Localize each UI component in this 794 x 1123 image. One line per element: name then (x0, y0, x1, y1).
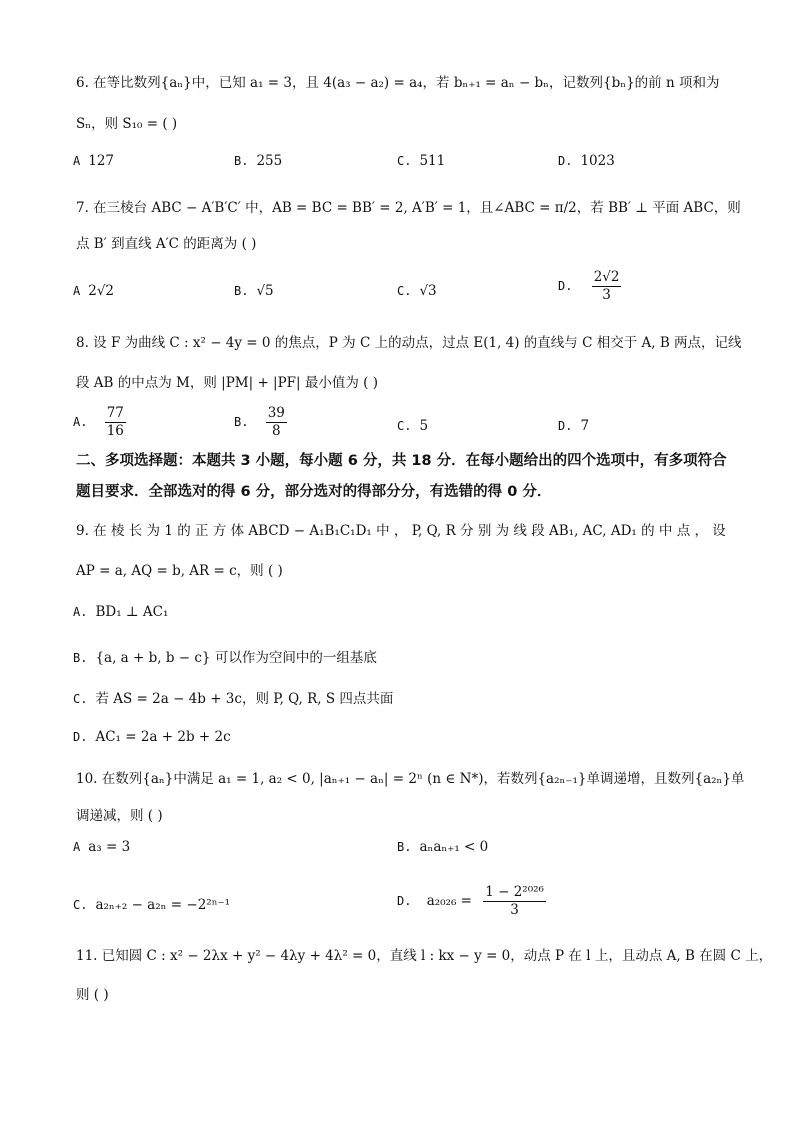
q7-option-b[interactable]: B. √5 (234, 283, 274, 299)
q7-option-a[interactable]: A 2√2 (73, 283, 115, 299)
q10-option-b[interactable]: B. aₙaₙ₊₁ < 0 (397, 839, 489, 855)
q6-option-a[interactable]: A 127 (73, 153, 115, 169)
q9-option-d[interactable]: D. AC₁ = 2a + 2b + 2c (73, 729, 231, 745)
question-10-line-2: 调递减，则 ( ) (76, 808, 163, 824)
q7-option-c[interactable]: C. √3 (397, 283, 437, 299)
q7-d-numerator: 2√2 (593, 269, 620, 285)
q6-option-c[interactable]: C. 511 (397, 153, 446, 169)
q8-option-c[interactable]: C. 5 (397, 418, 429, 434)
q9-option-b[interactable]: B. {a, a + b, b − c} 可以作为空间中的一组基底 (73, 650, 377, 666)
q10-option-c[interactable]: C. a₂ₙ₊₂ − a₂ₙ = −2²ⁿ⁻¹ (73, 897, 231, 913)
q7-d-denominator: 3 (602, 287, 611, 303)
question-8-line-2: 段 AB 的中点为 M，则 |PM| + |PF| 最小值为 ( ) (76, 375, 379, 391)
question-7-line-1: 7. 在三棱台 ABC − A′B′C′ 中，AB = BC = BB′ = 2, A′B′ = 1，且∠ABC = π/2，若 BB′ ⊥ 平面 ABC，则 (76, 200, 741, 216)
q6-option-d[interactable]: D. 1023 (558, 153, 615, 169)
q10-option-d[interactable]: D. a₂₀₂₆ = $\frac{\text{1 − 2²⁰²⁶}}{3}$ (397, 884, 544, 918)
q7-option-d[interactable]: D. $\frac{2√2}{3}$ (558, 269, 620, 303)
question-7-line-2: 点 B′ 到直线 A′C 的距离为 ( ) (76, 236, 257, 252)
question-6-line-1: 6. 在等比数列{aₙ}中，已知 a₁ = 3，且 4(a₃ − a₂) = a₄，若 bₙ₊₁ = aₙ − bₙ，记数列{bₙ}的前 n 项和为 (76, 75, 720, 91)
q8-option-d[interactable]: D. 7 (558, 418, 590, 434)
q6-option-b[interactable]: B. 255 (234, 153, 283, 169)
question-9-line-2: AP = a, AQ = b, AR = c，则 ( ) (76, 563, 283, 579)
question-11-line-2: 则 ( ) (76, 987, 109, 1003)
question-8-line-1: 8. 设 F 为曲线 C : x² − 4y = 0 的焦点，P 为 C 上的动点，过点 E(1, 4) 的直线与 C 相交于 A, B 两点，记线 (76, 335, 742, 351)
q8-option-b[interactable]: B. $\frac{39}{8}$ (234, 405, 285, 439)
question-11-line-1: 11. 已知圆 C : x² − 2λx + y² − 4λy + 4λ² = 0，直线 l : kx − y = 0，动点 P 在 l 上，且动点 A, B 在圆 C 上， (76, 948, 773, 964)
q9-option-a[interactable]: A. BD₁ ⊥ AC₁ (73, 604, 169, 620)
question-6-line-2: Sₙ，则 S₁₀ = ( ) (76, 116, 178, 132)
question-10-line-1: 10. 在数列{aₙ}中满足 a₁ = 1, a₂ < 0, |aₙ₊₁ − aₙ| = 2ⁿ (n ∈ N*)，若数列{a₂ₙ₋₁}单调递增，且数列{a₂ₙ}单 (76, 771, 745, 787)
q8-option-a[interactable]: A. $\frac{77}{16}$ (73, 405, 124, 439)
q10-option-a[interactable]: A a₃ = 3 (73, 839, 131, 855)
q9-option-c[interactable]: C. 若 AS = 2a − 4b + 3c，则 P, Q, R, S 四点共面 (73, 691, 394, 707)
section-heading-multiple-choice: 二、多项选择题：本题共 3 小题，每小题 6 分，共 18 分．在每小题给出的四个选项中，有多项符合题目要求．全部选对的得 6 分，部分选对的得部分分，有选错的得 0 分． (76, 453, 727, 500)
question-9-line-1: 9. 在 棱 长 为 1 的 正 方 体 ABCD − A₁B₁C₁D₁ 中 ， P, Q, R 分 别 为 线 段 AB₁, AC, AD₁ 的 中 点 ， 设 (76, 523, 726, 539)
